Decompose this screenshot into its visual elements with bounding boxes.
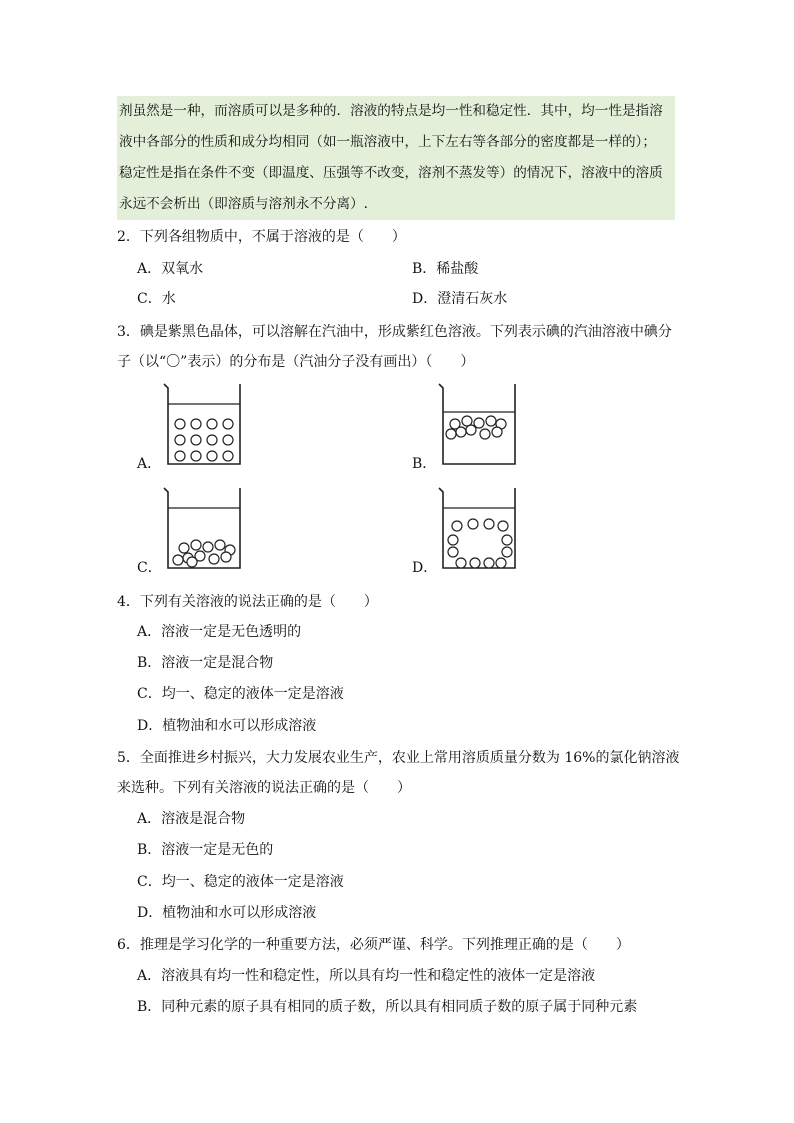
question-4-option-b: B．溶液一定是混合物 (137, 655, 274, 671)
question-2-option-a: A．双氧水 (137, 261, 204, 277)
question-5-stem-line-1: 5．全面推进乡村振兴，大力发展农业生产，农业上常用溶质质量分数为 16%的氯化钠溶液 (117, 750, 680, 766)
question-4-option-c: C．均一、稳定的液体一定是溶液 (137, 686, 344, 702)
question-6-option-a: A．溶液具有均一性和稳定性，所以具有均一性和稳定性的液体一定是溶液 (137, 968, 596, 984)
question-3-stem-line-2: 子（以“〇”表示）的分布是（汽油分子没有画出）（ ） (117, 354, 475, 370)
question-2-stem: 2．下列各组物质中，不属于溶液的是（ ） (117, 229, 406, 245)
question-4-stem: 4．下列有关溶液的说法正确的是（ ） (117, 594, 378, 610)
beaker-c-diagram (158, 486, 244, 572)
intro-line: 剂虽然是一种，而溶质可以是多种的．溶液的特点是均一性和稳定性．其中，均一性是指溶 (119, 103, 663, 119)
question-5-option-a: A．溶液是混合物 (137, 811, 246, 827)
question-2-option-d: D．澄清石灰水 (412, 291, 508, 307)
beaker-b-diagram (433, 382, 519, 468)
question-2-option-c: C．水 (137, 291, 176, 307)
question-6-option-b: B．同种元素的原子具有相同的质子数，所以具有相同质子数的原子属于同种元素 (137, 999, 638, 1015)
question-6-stem: 6．推理是学习化学的一种重要方法，必须严谨、科学。下列推理正确的是（ ） (117, 937, 630, 953)
question-3-option-c-label: C． (137, 560, 162, 576)
intro-line: 稳定性是指在条件不变（即温度、压强等不改变，溶剂不蒸发等）的情况下，溶液中的溶质 (119, 165, 663, 181)
intro-line: 永远不会析出（即溶质与溶剂永不分离）. (119, 196, 369, 212)
question-5-option-d: D．植物油和水可以形成溶液 (137, 905, 317, 921)
beaker-d-diagram (433, 486, 519, 572)
question-3-option-a-label: A． (137, 456, 162, 472)
intro-line: 液中各部分的性质和成分均相同（如一瓶溶液中，上下左右等各部分的密度都是一样的）； (119, 134, 656, 150)
beaker-a-diagram (158, 382, 244, 468)
question-3-option-b-label: B． (412, 456, 437, 472)
question-3-option-d-label: D． (412, 560, 438, 576)
question-5-option-b: B．溶液一定是无色的 (137, 842, 274, 858)
intro-note (117, 96, 675, 220)
question-3-stem-line-1: 3．碘是紫黑色晶体，可以溶解在汽油中，形成紫红色溶液。下列表示碘的汽油溶液中碘分 (117, 324, 672, 340)
question-4-option-d: D．植物油和水可以形成溶液 (137, 718, 317, 734)
question-2-option-b: B．稀盐酸 (412, 261, 479, 277)
question-4-option-a: A．溶液一定是无色透明的 (137, 624, 302, 640)
question-5-option-c: C．均一、稳定的液体一定是溶液 (137, 874, 344, 890)
question-5-stem-line-2: 来选种。下列有关溶液的说法正确的是（ ） (117, 780, 411, 796)
